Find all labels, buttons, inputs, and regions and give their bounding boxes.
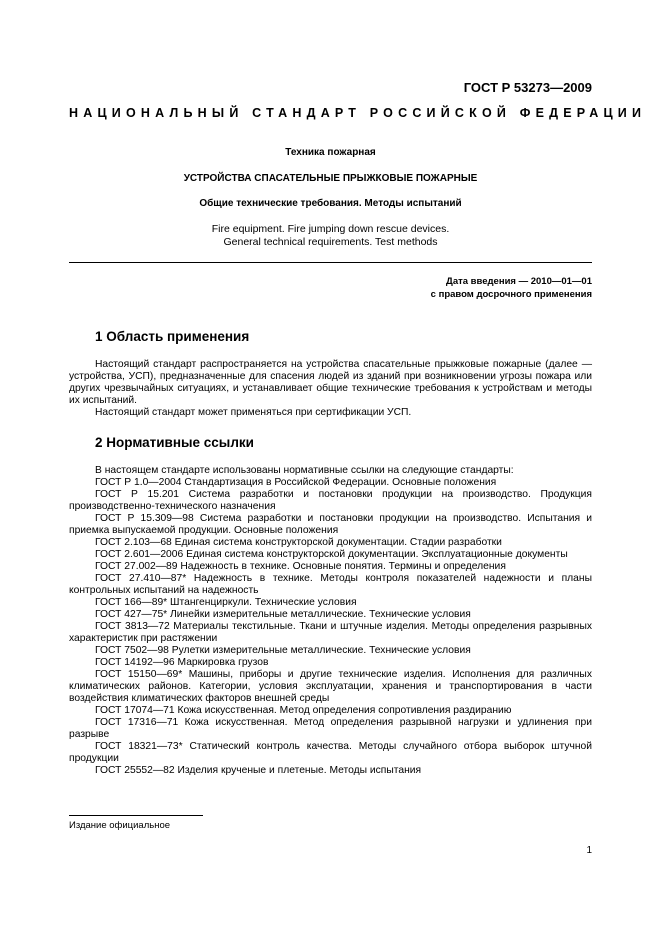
english-title [69, 223, 592, 249]
normative-reference: ГОСТ 427—75* Линейки измерительные металлические. Технические условия [95, 609, 471, 620]
page-number: 1 [586, 845, 592, 856]
national-standard-banner: НАЦИОНАЛЬНЫЙ СТАНДАРТ РОССИЙСКОЙ ФЕДЕРАЦИИ [69, 106, 647, 120]
introduction-date [431, 276, 592, 301]
section-1-paragraph: Настоящий стандарт распространяется на устройства спасательные прыжковые пожарные (далее — устройства, УСП), предназначенные для спасения людей из зданий при возникновении угрозы пожара или других чрезвычайных ситуациях, и устанавливает общие технические требования к устройствам и методы их испытаний. [69, 359, 592, 406]
normative-reference: ГОСТ Р 15.201 Система разработки и постановки продукции на производство. Продукция производственно-технического назначения [69, 489, 592, 512]
document-title: УСТРОЙСТВА СПАСАТЕЛЬНЫЕ ПРЫЖКОВЫЕ ПОЖАРНЫЕ [183, 173, 478, 184]
normative-reference: ГОСТ 25552—82 Изделия крученые и плетеные. Методы испытания [95, 765, 422, 776]
normative-reference: ГОСТ 18321—73* Статический контроль качества. Методы случайного отбора выборок штучной продукции [69, 741, 592, 764]
section-2-heading: 2 Нормативные ссылки [95, 435, 254, 450]
normative-reference: ГОСТ 3813—72 Материалы текстильные. Ткани и штучные изделия. Методы определения разрывных характеристик при растяжении [69, 621, 592, 644]
normative-reference: ГОСТ 14192—96 Маркировка грузов [95, 657, 269, 668]
normative-reference: ГОСТ 27.002—89 Надежность в технике. Основные понятия. Термины и определения [95, 561, 506, 572]
section-1-body [69, 359, 592, 419]
section-1-heading: 1 Область применения [95, 329, 250, 344]
normative-reference: ГОСТ 15150—69* Машины, приборы и другие технические изделия. Исполнения для различных климатических районов. Категории, условия эксплуатации, хранения и транспортирования в части воздействия климатических факторов внешней среды [69, 669, 592, 704]
normative-reference: ГОСТ 27.410—87* Надежность в технике. Методы контроля показателей надежности и планы контрольных испытаний на надежность [69, 573, 592, 596]
footnote-divider [69, 815, 203, 816]
introduction-date-line-1: Дата введения — 2010—01—01 [446, 276, 592, 287]
normative-reference: ГОСТ 166—89* Штангенциркули. Технические условия [95, 597, 357, 608]
normative-reference: ГОСТ Р 1.0—2004 Стандартизация в Российской Федерации. Основные положения [95, 477, 497, 488]
normative-reference: ГОСТ 17316—71 Кожа искусственная. Метод определения разрывной нагрузки и удлинения при разрыве [69, 717, 592, 740]
official-edition-note: Издание официальное [69, 820, 171, 831]
normative-reference: ГОСТ 2.601—2006 Единая система конструкторской документации. Эксплуатационные документы [95, 549, 568, 560]
english-title-line-2: General technical requirements. Test methods [223, 236, 438, 248]
normative-reference: ГОСТ 2.103—68 Единая система конструкторской документации. Стадии разработки [95, 537, 502, 548]
english-title-line-1: Fire equipment. Fire jumping down rescue devices. [211, 223, 450, 235]
standard-number: ГОСТ Р 53273—2009 [463, 80, 592, 95]
section-2-body [69, 465, 592, 777]
title-divider [69, 262, 592, 263]
document-subtitle: Общие технические требования. Методы испытаний [199, 198, 462, 209]
document-category: Техника пожарная [285, 147, 376, 158]
section-1-paragraph: Настоящий стандарт может применяться при сертификации УСП. [95, 407, 412, 418]
normative-reference: ГОСТ 7502—98 Рулетки измерительные металлические. Технические условия [95, 645, 471, 656]
normative-reference: В настоящем стандарте использованы нормативные ссылки на следующие стандарты: [95, 465, 514, 476]
introduction-date-line-2: с правом досрочного применения [430, 288, 592, 300]
normative-reference: ГОСТ Р 15.309—98 Система разработки и постановки продукции на производство. Испытания и приемка выпускаемой продукции. Основные положения [69, 513, 592, 536]
normative-reference: ГОСТ 17074—71 Кожа искусственная. Метод определения сопротивления раздиранию [95, 705, 512, 716]
